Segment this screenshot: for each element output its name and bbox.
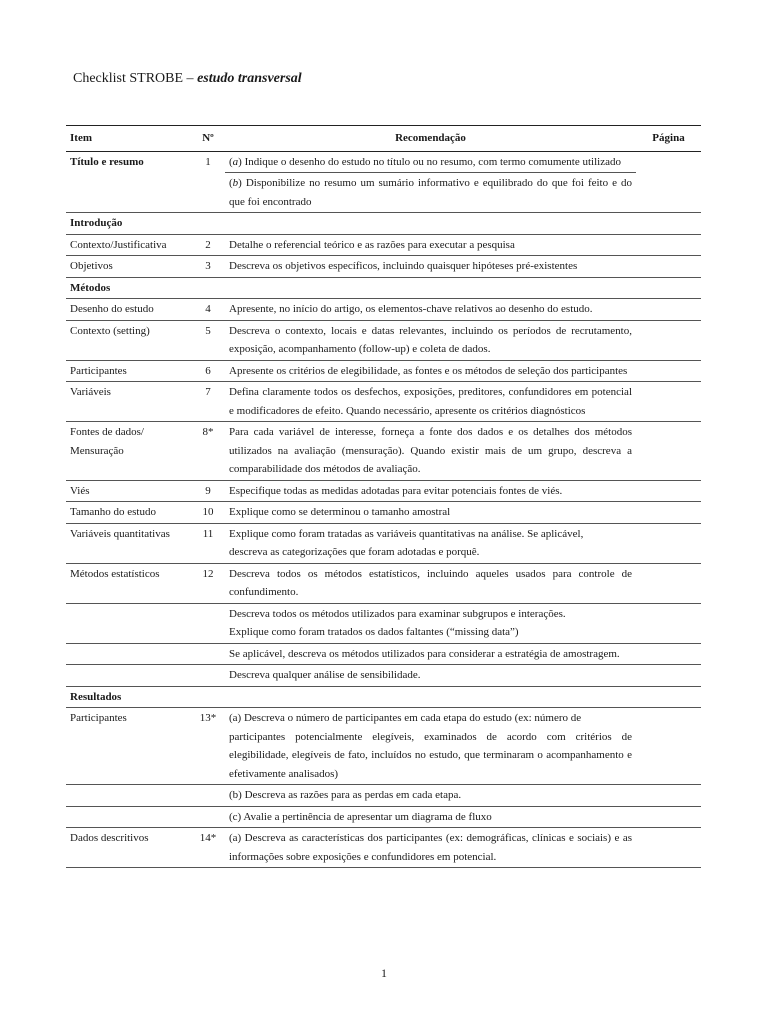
item-recommendation: (b) Disponibilize no resumo um sumário informativo e equilibrado do que foi feito e do que foi encontrado xyxy=(229,177,632,208)
table-row xyxy=(66,563,701,603)
item-number: 1 xyxy=(205,155,211,168)
header-recommendation: Recomendação xyxy=(395,132,466,144)
table-row xyxy=(66,502,701,524)
item-recommendation: Apresente os critérios de elegibilidade, as fontes e os métodos de seleção dos participantes xyxy=(229,364,628,377)
table-row xyxy=(66,234,701,256)
item-recommendation: Explique como se determinou o tamanho amostral xyxy=(229,506,451,518)
header-item: Item xyxy=(70,132,92,144)
item-recommendation: Descreva os objetivos específicos, incluindo quaisquer hipóteses pré-existentes xyxy=(229,260,578,272)
item-name: Contexto (setting) xyxy=(70,324,150,337)
item-name: Dados descritivos xyxy=(70,832,149,844)
table-row xyxy=(66,603,701,643)
item-recommendation: Apresente, no início do artigo, os elementos-chave relativos ao desenho do estudo. xyxy=(229,303,593,315)
item-recommendation: Descreva todos os métodos estatísticos, incluindo aqueles usados para controle de confundimento. xyxy=(229,567,632,598)
title-main: Checklist STROBE – xyxy=(73,71,198,86)
header-number: Nº xyxy=(202,132,214,144)
item-number: 6 xyxy=(205,364,211,377)
item-number: 3 xyxy=(205,260,211,272)
section-row xyxy=(66,686,701,708)
table-row xyxy=(66,299,701,321)
item-recommendation: (b) Descreva as razões para as perdas em cada etapa. xyxy=(229,789,462,801)
item-recommendation: Se aplicável, descreva os métodos utilizados para considerar a estratégia de amostragem. xyxy=(229,647,620,660)
item-name: Título e resumo xyxy=(70,155,144,168)
table-row xyxy=(66,320,701,360)
table-row xyxy=(66,360,701,382)
item-number: 8* xyxy=(202,426,214,438)
title-emphasis: estudo transversal xyxy=(197,71,302,86)
item-name: Fontes de dados/ Mensuração xyxy=(70,426,144,457)
item-number: 4 xyxy=(205,303,211,315)
item-name: Participantes xyxy=(70,712,127,724)
table-row xyxy=(66,151,701,173)
item-recommendation: (a) Descreva o número de participantes em cada etapa do estudo (ex: número de participantes potencialmente elegíveis, examinados de acordo com critérios de elegibilidade, elegíveis de fato, incluídos no estudo, que terminaram o acompanhamento e efetivamente analisados) xyxy=(229,712,632,780)
section-row xyxy=(66,277,701,299)
item-name: Tamanho do estudo xyxy=(70,506,156,518)
table-row xyxy=(66,665,701,687)
item-recommendation: Para cada variável de interesse, forneça a fonte dos dados e os detalhes dos métodos utilizados na avaliação (mensuração). Quando existir mais de um grupo, descreva a comparabilidade dos métodos de avaliação. xyxy=(229,426,632,475)
strobe-checklist-table xyxy=(66,125,701,868)
page-number: 1 xyxy=(381,966,387,980)
item-recommendation: Especifique todas as medidas adotadas para evitar potenciais fontes de viés. xyxy=(229,484,563,497)
header-page: Página xyxy=(652,132,685,144)
item-recommendation: Descreva todos os métodos utilizados para examinar subgrupos e interações. Explique como foram tratados os dados faltantes (“missing data”) xyxy=(229,607,566,638)
table-row xyxy=(66,480,701,502)
item-number: 5 xyxy=(205,324,211,337)
item-recommendation: Descreva o contexto, locais e datas relevantes, incluindo os períodos de recrutamento, exposição, acompanhamento (follow-up) e coleta de dados. xyxy=(229,324,632,355)
table-row xyxy=(66,523,701,563)
item-name: Métodos estatísticos xyxy=(70,567,160,580)
table-row xyxy=(66,643,701,665)
item-name: Participantes xyxy=(70,364,127,377)
item-recommendation: Explique como foram tratadas as variáveis quantitativas na análise. Se aplicável, descreva as categorizações que foram adotadas e porquê. xyxy=(229,527,584,558)
item-name: Variáveis xyxy=(70,386,111,398)
table-row xyxy=(66,708,701,785)
item-number: 14* xyxy=(199,832,217,844)
table-row xyxy=(66,422,701,481)
item-number: 7 xyxy=(205,386,211,398)
item-recommendation: Detalhe o referencial teórico e as razões para executar a pesquisa xyxy=(229,238,515,251)
item-number: 2 xyxy=(205,238,211,251)
item-number: 11 xyxy=(202,527,214,540)
item-number: 9 xyxy=(205,484,211,497)
item-number: 10 xyxy=(202,506,214,518)
item-name: Variáveis quantitativas xyxy=(70,527,170,540)
section-title: Resultados xyxy=(70,690,122,703)
section-title: Métodos xyxy=(70,281,111,294)
table-row xyxy=(66,806,701,828)
item-recommendation: (a) Descreva as características dos participantes (ex: demográficas, clínicas e sociais) e as informações sobre exposições e confundidores em potencial. xyxy=(229,832,632,863)
section-title: Introdução xyxy=(70,217,123,229)
table-header-row xyxy=(66,126,701,152)
item-name: Contexto/Justificativa xyxy=(70,238,167,251)
table-row xyxy=(66,256,701,278)
item-recommendation: (c) Avalie a pertinência de apresentar um diagrama de fluxo xyxy=(229,810,492,823)
table-row xyxy=(66,785,701,807)
item-name: Viés xyxy=(70,484,90,497)
table-row xyxy=(66,382,701,422)
section-row xyxy=(66,213,701,235)
item-recommendation: (a) Indique o desenho do estudo no título ou no resumo, com termo comumente utilizado xyxy=(225,151,636,173)
item-recommendation: Descreva qualquer análise de sensibilidade. xyxy=(229,669,421,681)
item-number: 13* xyxy=(199,712,217,724)
item-page xyxy=(636,151,701,173)
table-row xyxy=(66,173,701,213)
item-name: Desenho do estudo xyxy=(70,303,154,315)
item-number: 12 xyxy=(202,567,214,580)
item-name: Objetivos xyxy=(70,260,113,272)
table-row xyxy=(66,828,701,868)
document-title xyxy=(73,70,302,88)
item-recommendation: Defina claramente todos os desfechos, exposições, preditores, confundidores em potencial e modificadores de efeito. Quando necessário, apresente os critérios diagnósticos xyxy=(229,386,632,417)
